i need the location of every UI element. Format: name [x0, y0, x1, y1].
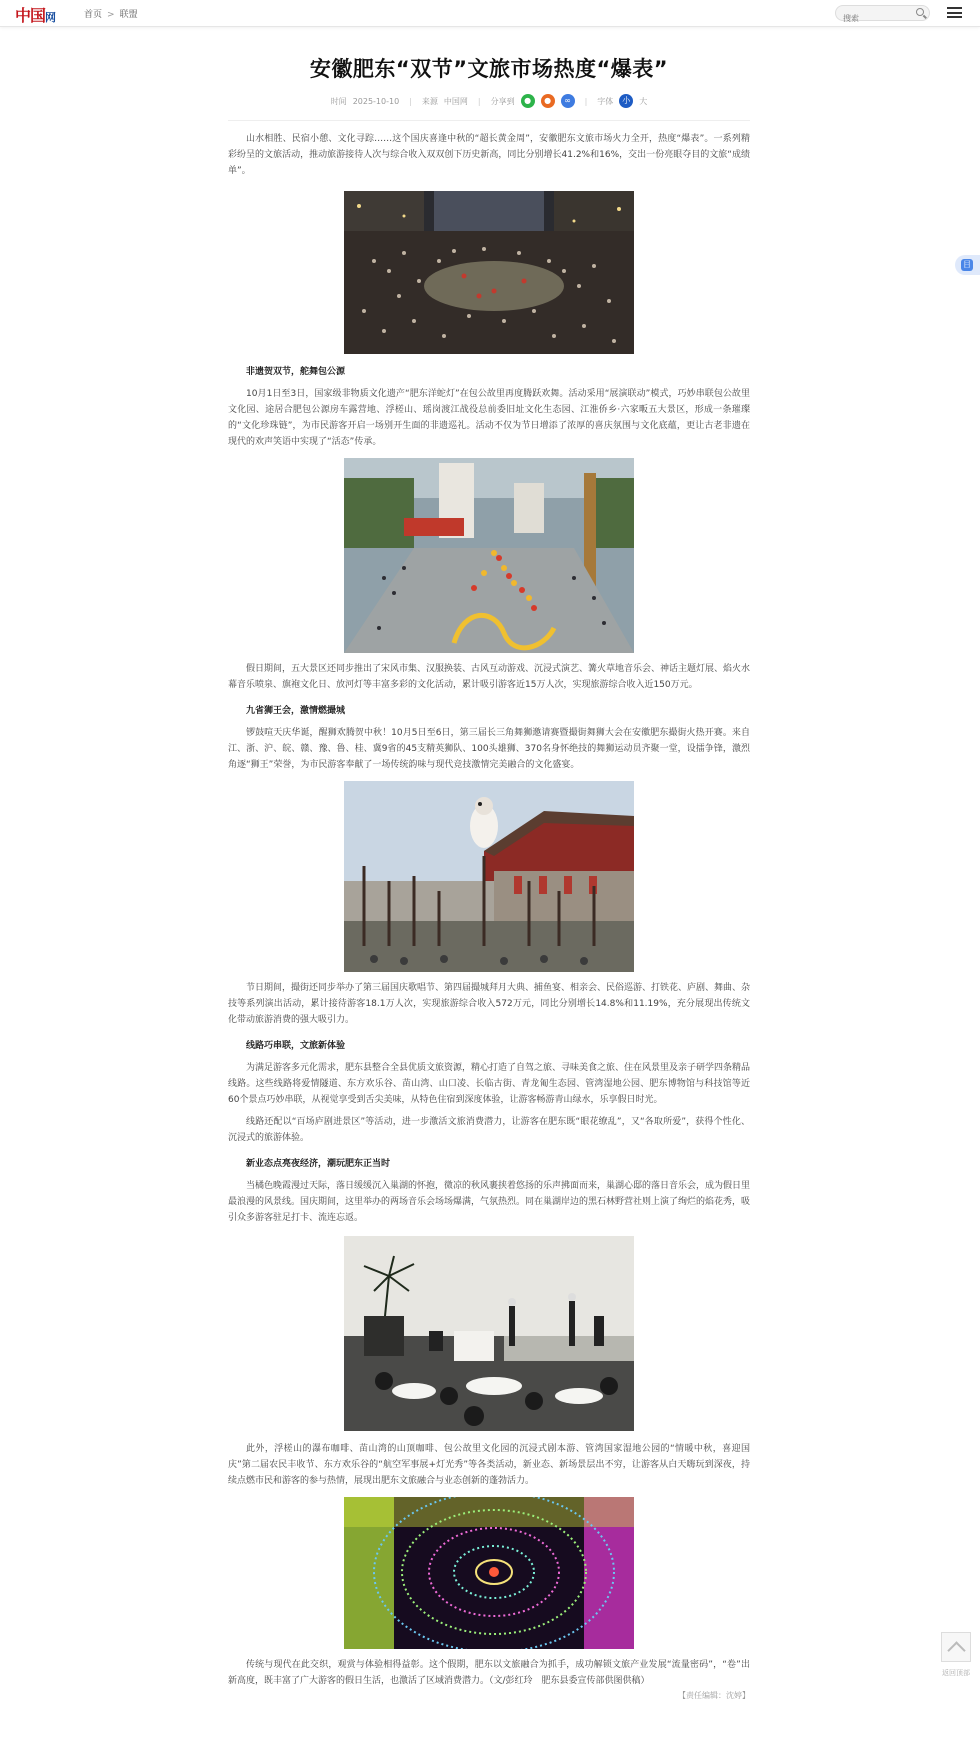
- meta-divider: |: [409, 96, 412, 106]
- share-label: 分享到: [490, 96, 515, 106]
- paragraph: 锣鼓喧天庆华诞，醒狮欢腾贺中秋！10月5日至6日，第三届长三角舞狮邀请赛暨撮街舞狮大会在安徽肥东撮街火热开赛。来自江、浙、沪、皖、赣、豫、鲁、桂、冀9省的45支精英狮队、100头雄狮、370名身怀绝技的舞狮运动员齐聚一堂，设擂争锋，激烈角逐“狮王”荣誉，为市民游客奉献了一场传统韵味与现代竞技激情完美融合的文化盛宴。: [228, 728, 750, 770]
- search-icon[interactable]: [916, 8, 924, 16]
- logo-sub-text: 网: [45, 11, 57, 24]
- search-input[interactable]: [836, 12, 913, 26]
- section-heading: 新业态点亮夜经济，潮玩肥东正当时: [246, 1159, 391, 1169]
- meta-divider: |: [477, 96, 481, 106]
- back-to-top-label: 返回顶部: [942, 1669, 970, 1677]
- section-heading: 线路巧串联，文旅新体验: [246, 1041, 346, 1051]
- paragraph: 节日期间，撮街还同步举办了第三届国庆歌唱节、第四届撮城拜月大典、捕鱼宴、相亲会、民俗巡游、打铁花、庐剧、舞曲、杂技等系列演出活动，累计接待游客18.1万人次，实现旅游综合收入572万元，同比分别增长14.8%和11.19%，充分展现出传统文化带动旅游消费的强大吸引力。: [228, 983, 751, 1025]
- paragraph: 假日期间，五大景区还同步推出了宋风市集、汉服换装、古风互动游戏、沉浸式演艺、篝火草地音乐会、神话主题灯展、焰火水幕音乐喷泉、旗袍文化日、放河灯等丰富多彩的文化活动，累计吸引游客近15万人次，实现旅游综合收入近150万元。: [228, 664, 751, 690]
- site-logo[interactable]: [15, 3, 56, 26]
- paragraph: 线路还配以“百场庐剧进景区”等活动，进一步激活文旅消费潜力，让游客在肥东既“眼花缭乱”，又“各取所爱”，获得个性化、沉浸式的旅游体验。: [228, 1117, 750, 1143]
- photo-dragon-parade: [344, 458, 634, 653]
- meta-divider-line: [228, 120, 750, 121]
- section-heading: 非遗贺双节，舵舞包公源: [246, 367, 346, 377]
- breadcrumb-home[interactable]: 首页: [84, 10, 103, 20]
- section-heading: 九省狮王会，激情燃撮城: [246, 706, 346, 716]
- search-box: [835, 5, 930, 21]
- time-label: 时间: [330, 96, 347, 106]
- paragraph: 传统与现代在此交织，观赏与体验相得益彰。这个假期，肥东以文旅融合为抓手，成功解锁文旅产业发展“流量密码”，“卷”出新高度，既丰富了广大游客的假日生活，也激活了区域消费潜力。（文/彭红玲 肥东县委宣传部供图供稿）: [228, 1660, 750, 1686]
- article: [228, 40, 750, 1689]
- paragraph: 为满足游客多元化需求，肥东县整合全县优质文旅资源，精心打造了自驾之旅、寻味美食之旅、住在风景里及亲子研学四条精品线路。这些线路将爱情隧道、东方欢乐谷、苗山湾、山口凌、长临古街、青龙匍生态园、管湾湿地公园、肥东博物馆与科技馆等近60个景点巧妙串联，从视觉享受到舌尖美味，从特色住宿到深度体验，让游客畅游青山绿水，乐享假日时光。: [228, 1063, 751, 1105]
- photo-lion-dance: [344, 781, 634, 972]
- font-large-button[interactable]: 大: [639, 96, 648, 106]
- breadcrumb: [84, 7, 138, 20]
- link-share-icon[interactable]: ∞: [561, 94, 575, 108]
- time-value: 2025-10-10: [352, 96, 400, 106]
- breadcrumb-alliance[interactable]: 联盟: [119, 10, 138, 20]
- font-label: 字体: [597, 96, 614, 106]
- wechat-share-icon[interactable]: ●: [521, 94, 535, 108]
- paragraph: 山水相胜、民宿小憩、文化寻踪……这个国庆喜逢中秋的“超长黄金周”，安徽肥东文旅市场火力全开，热度“爆表”。一系列精彩纷呈的文旅活动，推动旅游接待人次与综合收入双双创下历史新高，同比分别增长41.2%和16%，交出一份亮眼夺目的文旅“成绩单”。: [228, 134, 750, 176]
- article-title: 安徽肥东“双节”文旅市场热度“爆表”: [309, 57, 669, 81]
- weibo-share-icon[interactable]: ●: [541, 94, 555, 108]
- source-value: 中国网: [443, 96, 468, 106]
- source-label: 来源: [421, 96, 438, 106]
- top-bar: [0, 0, 980, 27]
- logo-main-text: 中国: [15, 6, 46, 25]
- photo-sunset-concert: [344, 1236, 634, 1431]
- paragraph: 10月1日至3日，国家级非物质文化遗产“肥东洋蛇灯”在包公故里再度腾跃欢舞。活动采用“展演联动”模式，巧妙串联包公故里文化园、途居合肥包公源房车露营地、浮槎山、瑶岗渡江战役总前委旧址文化生态园、江淮侨乡·六家畈五大景区，形成一条璀璨的“文化珍珠链”，为市民游客开启一场别开生面的非遗巡礼。活动不仅为节日增添了浓厚的喜庆氛围与文化底蕴，更让古老非遗在现代的欢声笑语中实现了“活态”传承。: [228, 389, 750, 447]
- editor-note: 【责任编辑：沈婷】: [678, 1691, 750, 1700]
- hamburger-menu-icon[interactable]: [947, 7, 962, 18]
- toc-icon: 目: [963, 260, 971, 269]
- font-small-button[interactable]: 小: [619, 94, 633, 108]
- meta-divider: |: [584, 96, 588, 106]
- photo-light-show: [344, 1497, 634, 1649]
- paragraph: 当橘色晚霞漫过天际，落日缓缓沉入巢湖的怀抱，微凉的秋风裹挟着悠扬的乐声拂面而来，巢湖心邸的落日音乐会，成为假日里最浪漫的风景线。国庆期间，这里举办的两场音乐会场场爆满，气氛热烈。同在巢湖岸边的黑石林野营社则上演了绚烂的焰花秀，吸引众多游客驻足打卡、流连忘返。: [228, 1181, 751, 1223]
- breadcrumb-separator: >: [107, 10, 115, 20]
- side-toc-tab[interactable]: [955, 255, 980, 275]
- paragraph: 此外，浮槎山的瀑布咖啡、苗山湾的山顶咖啡、包公故里文化园的沉浸式剧本游、管湾国家湿地公园的“情暖中秋，喜迎国庆”第二届农民丰收节、东方欢乐谷的“航空军事展+灯光秀”等各类活动，新业态、新场景层出不穷，让游客从白天嗨玩到深夜，持续点燃市民和游客的参与热情，展现出肥东文旅融合与业态创新的蓬勃活力。: [228, 1444, 750, 1486]
- photo-night-crowd: [344, 191, 634, 354]
- article-meta: [228, 92, 750, 110]
- back-to-top-button[interactable]: [941, 1632, 971, 1662]
